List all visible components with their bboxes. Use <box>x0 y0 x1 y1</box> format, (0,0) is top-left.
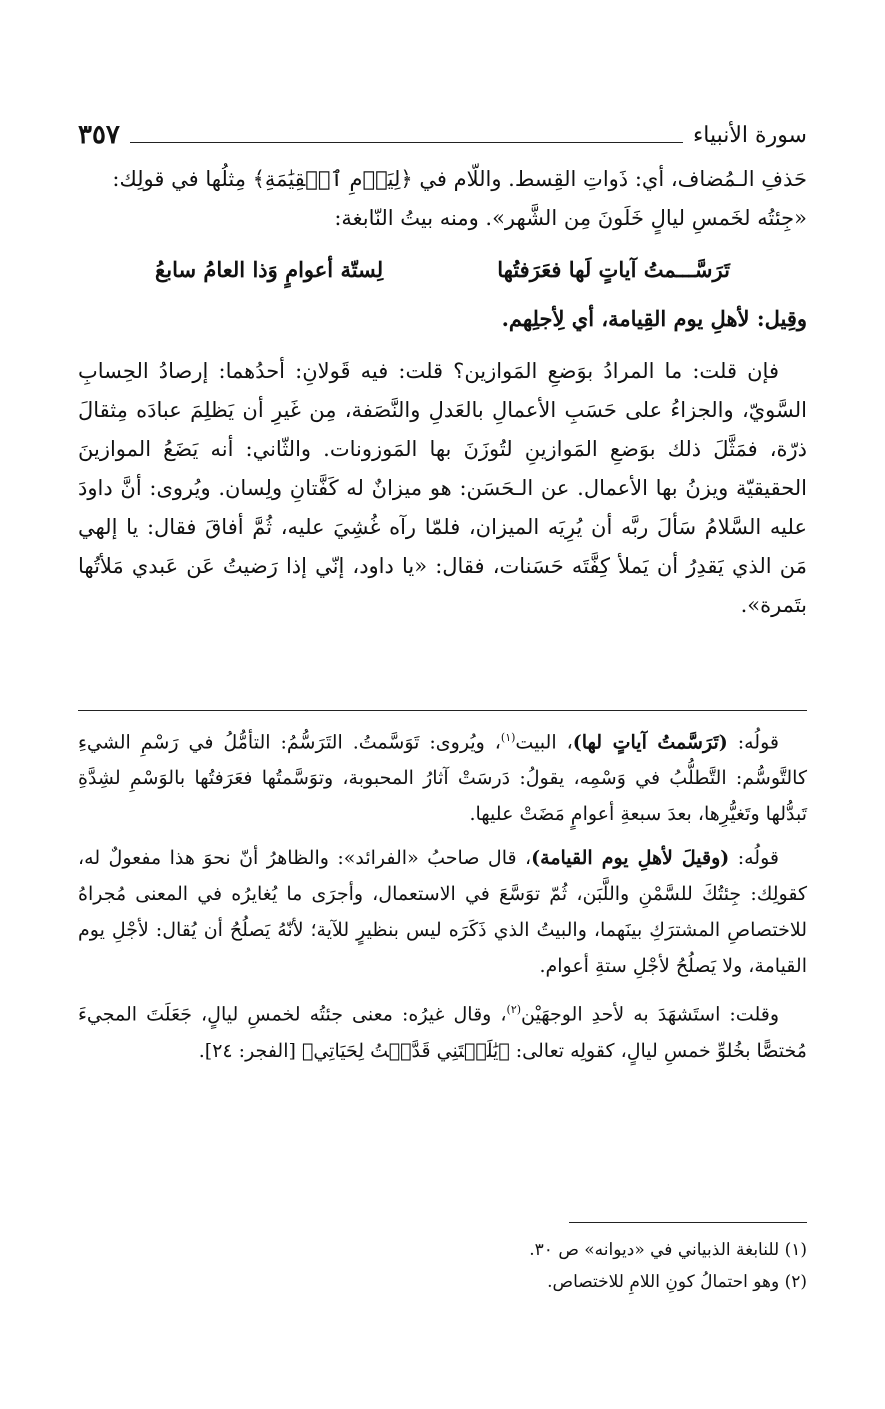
commentary-text: وقلت: استَشهَدَ به لأحدِ الوجهَيْن <box>521 1003 779 1026</box>
page-number: ٣٥٧ <box>78 120 120 150</box>
main-text <box>78 160 807 625</box>
page-header <box>78 118 807 152</box>
commentary-paragraph-3 <box>78 992 807 1068</box>
commentary-text: ، ويُروى: تَوَسَّمتُ. التَرَسُّمُ: التأمُّلُ في رَسْمِ الشيءِ كالتَّوسُّم: التَّطلُّبُ في وَسْمِه، يقولُ: دَرسَتْ آثارُ المحبوبة، وتوَسَّمتُها فعَرَفتُها بالوَسْمِ لشِدَّةِ تَبدُّلها وتَغيُّرِها، بعدَ سبعةِ أعوامٍ مَضَتْ عليها. <box>78 731 807 826</box>
footnote-2: (٢) وهو احتمالُ كونِ اللامِ للاختصاص. <box>547 1272 807 1292</box>
commentary-quote: (تَرَسَّمتُ آياتٍ لها) <box>572 731 728 754</box>
main-paragraph: فإن قلت: ما المرادُ بوَضعِ المَوازين؟ قلت: فيه قَولانِ: أحدُهما: إرصادُ الحِسابِ السَّويّ، والجزاءُ على حَسَبِ الأعمالِ بالعَدلِ والنَّصَفة، مِن غَيرِ أن يَظلِمَ عبادَه مِثقالَ ذرّة، فمَثَّلَ ذلك بوَضعِ المَوازينِ لتُوزَنَ بها المَوزونات. والثّاني: أنه يَضَعُ الموازينَ الحقيقيّة ويزنُ بها الأعمال. عن الـحَسَن: هو ميزانٌ له كَفَّتانِ ولِسان. ويُروى: أنَّ داودَ عليه السَّلامُ سَألَ ربَّه أن يُرِيَه الميزان، فلمّا رآه غُشِيَ عليه، ثُمَّ أفاقَ فقال: يا إلهي مَن الذي يَقدِرُ أن يَملأ كِفَّتَه حَسَنات، فقال: «يا داود، إنّي إذا رَضيتُ عَن عَبدي مَلأتُها بتَمرة». <box>78 359 807 617</box>
footnote-1: (١) للنابغة الذبياني في «ديوانه» ص ٣٠. <box>529 1240 807 1260</box>
commentary-paragraph-2 <box>78 840 807 984</box>
footnote-rule <box>569 1222 807 1223</box>
commentary-text: ، وقال غيرُه: معنى جئتُه لخمسِ ليالٍ، جَعَلَتَ المجيءَ مُختصًّا بخُلوِّ خمسِ ليالٍ، كقولِه تعالى: ﴿يَٰلَيۡتَنِي قَدَّمۡتُ لِحَيَاتِي﴾ [الفجر: ٢٤]. <box>78 1003 807 1062</box>
main-bold-line: وقِيل: لأهلِ يوم القِيامة، أي لِأجلِهم. <box>501 306 807 331</box>
commentary-section <box>78 720 807 1077</box>
surah-title: سورة الأنبياء <box>692 122 807 148</box>
main-line-2: «جِئتُه لخَمسِ ليالٍ خَلَونَ مِن الشَّهر». ومنه بيتُ النّابغة: <box>334 206 807 230</box>
commentary-lead: قولُه: <box>729 847 779 870</box>
commentary-text: ، قال صاحبُ «الفرائد»: والظاهرُ أنّ نحوَ هذا مفعولٌ له، كقولِك: جِئتُكَ للسَّمْنِ واللَّبَن، ثُمّ توَسَّعَ في الاستعمال، وأجرَى ما يُغايرُه في المعنى مُجراهُ للاختصاصِ المشترَكِ بينَهما، والبيتُ الذي ذَكَرَه ليس بنظيرٍ للآية؛ لأنّهُ يَصلُحُ أن يُقال: لأجْلِ يوم القيامة، ولا يَصلُحُ لأجْلِ ستةِ أعوام. <box>78 847 807 978</box>
main-line-1: حَذفِ الـمُضاف، أي: ذَواتِ القِسط. واللّام في ﴿لِيَوۡمِ ٱلۡقِيَٰمَةِ﴾ مِثلُها في قولِك: <box>112 167 807 191</box>
verse-first-hemistich: تَرَسَّـــمتُ آياتٍ لَها فعَرَفتُها <box>497 257 730 282</box>
commentary-quote: (وقيلَ لأهلِ يوم القيامة) <box>531 847 730 870</box>
poetry-verse <box>98 250 787 289</box>
commentary-text: ، البيت <box>515 731 573 754</box>
footnote-ref-2[interactable]: (٢) <box>506 1003 522 1017</box>
footnotes <box>78 1234 807 1298</box>
header-rule <box>130 128 683 143</box>
verse-second-hemistich: لِستّة أعوامٍ وَذا العامُ سابعُ <box>155 257 384 282</box>
commentary-paragraph-1 <box>78 720 807 832</box>
footnote-ref-1[interactable]: (١) <box>500 731 516 744</box>
text-divider <box>78 710 807 711</box>
commentary-lead: قولُه: <box>727 731 779 754</box>
